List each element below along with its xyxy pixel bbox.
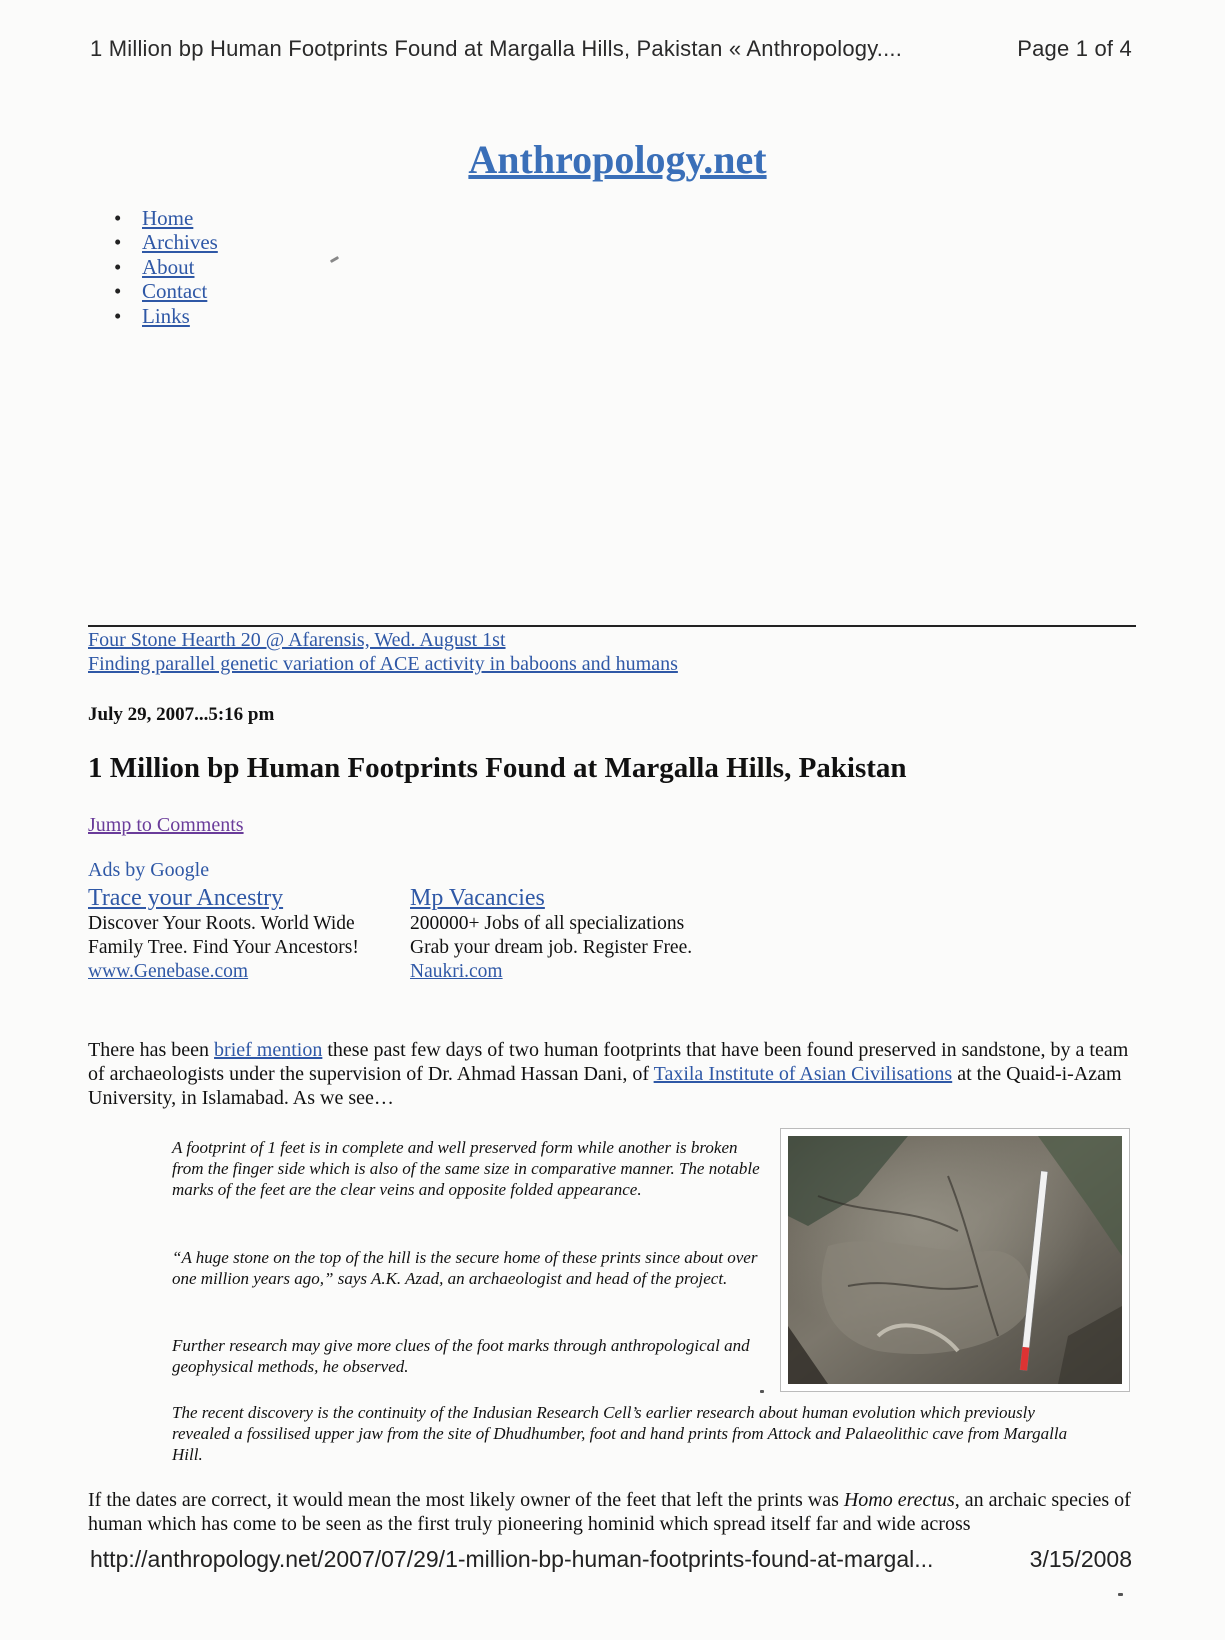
closing-text: , an archaic species of human which has come to be seen as the first truly pioneering hominid which spread itself far and wide across xyxy=(88,1489,1131,1535)
quote-paragraph: A footprint of 1 feet is in complete and well preserved form while another is broken from the finger side which is also of the same size in comparative manner. The notable marks of the feet are the clear veins and opposite folded appearance. xyxy=(172,1138,760,1199)
nav-item-about xyxy=(112,255,218,279)
nav-link-links[interactable]: Links xyxy=(142,303,190,328)
next-post-link[interactable]: Finding parallel genetic variation of ACE activity in baboons and humans xyxy=(88,653,678,675)
print-footer xyxy=(90,1546,1140,1573)
intro-text: these past few days of two human footprints that have been found preserved in sandstone, by a team of archaeologists under the supervision of Dr. Ahmad Hassan Dani, of xyxy=(88,1039,1129,1085)
nav-item-archives xyxy=(112,230,218,254)
taxila-institute-link[interactable]: Taxila Institute of Asian Civilisations xyxy=(653,1063,953,1085)
ad-block xyxy=(88,884,359,984)
scan-speck xyxy=(330,256,339,263)
ad-url-link[interactable]: www.Genebase.com xyxy=(88,961,249,982)
site-title-link[interactable]: Anthropology.net xyxy=(468,137,767,182)
print-header xyxy=(90,36,1140,62)
brief-mention-link[interactable]: brief mention xyxy=(214,1039,323,1061)
ad-text: Discover Your Roots. World Wide xyxy=(88,913,355,934)
nav-item-contact xyxy=(112,279,218,303)
divider xyxy=(88,625,1136,627)
ad-url-link[interactable]: Naukri.com xyxy=(410,961,503,982)
footprint-rock-image xyxy=(788,1136,1122,1384)
ad-title-link[interactable]: Mp Vacancies xyxy=(410,885,545,911)
ad-text: 200000+ Jobs of all specializations xyxy=(410,913,685,934)
quote-paragraph: Further research may give more clues of the foot marks through anthropological and geophysical methods, he observed. xyxy=(172,1336,750,1376)
ad-text: Grab your dream job. Register Free. xyxy=(410,937,693,958)
main-nav xyxy=(112,206,218,328)
scan-speck xyxy=(760,1390,764,1393)
post-date: July 29, 2007...5:16 pm xyxy=(88,704,275,725)
intro-text: at the Quaid-i-Azam University, in Islamabad. As we see… xyxy=(88,1063,1122,1109)
print-page-title: 1 Million bp Human Footprints Found at Margalla Hills, Pakistan « Anthropology.... xyxy=(90,36,903,61)
quote-paragraph: “A huge stone on the top of the hill is the secure home of these prints since about over one million years ago,” says A.K. Azad, an archaeologist and head of the project. xyxy=(172,1248,758,1288)
print-url: http://anthropology.net/2007/07/29/1-million-bp-human-footprints-found-at-margal... xyxy=(90,1546,934,1572)
nav-link-home[interactable]: Home xyxy=(142,206,194,230)
nav-link-about[interactable]: About xyxy=(142,254,195,279)
print-date: 3/15/2008 xyxy=(1029,1546,1132,1572)
ads-label[interactable]: Ads by Google xyxy=(88,859,210,881)
nav-item-links xyxy=(112,304,218,328)
previous-post-link[interactable]: Four Stone Hearth 20 @ Afarensis, Wed. August 1st xyxy=(88,629,506,651)
intro-paragraph xyxy=(88,1038,1148,1110)
closing-paragraph xyxy=(88,1488,1148,1536)
jump-to-comments-link[interactable]: Jump to Comments xyxy=(88,814,244,836)
print-page-number: Page 1 of 4 xyxy=(1017,36,1132,61)
ad-block xyxy=(410,884,692,984)
post-navigation xyxy=(88,628,678,676)
ad-title-link[interactable]: Trace your Ancestry xyxy=(88,885,284,911)
quote-paragraph: The recent discovery is the continuity of the Indusian Research Cell’s earlier research about human evolution which previously revealed a fossilised upper jaw from the site of Dhudhumber, foot and hand prints from Attock and Palaeolithic cave from Margalla Hill. xyxy=(172,1403,1068,1464)
nav-link-archives[interactable]: Archives xyxy=(142,230,218,255)
nav-item-home xyxy=(112,206,218,230)
species-name: Homo erectus xyxy=(843,1489,955,1511)
post-title: 1 Million bp Human Footprints Found at Margalla Hills, Pakistan xyxy=(88,752,907,784)
nav-link-contact[interactable]: Contact xyxy=(142,279,208,304)
ad-text: Family Tree. Find Your Ancestors! xyxy=(88,937,359,958)
closing-text: If the dates are correct, it would mean the most likely owner of the feet that left the prints was xyxy=(88,1489,844,1511)
intro-text: There has been xyxy=(88,1039,215,1061)
footprint-photo xyxy=(780,1128,1130,1392)
scan-speck xyxy=(1118,1593,1123,1596)
